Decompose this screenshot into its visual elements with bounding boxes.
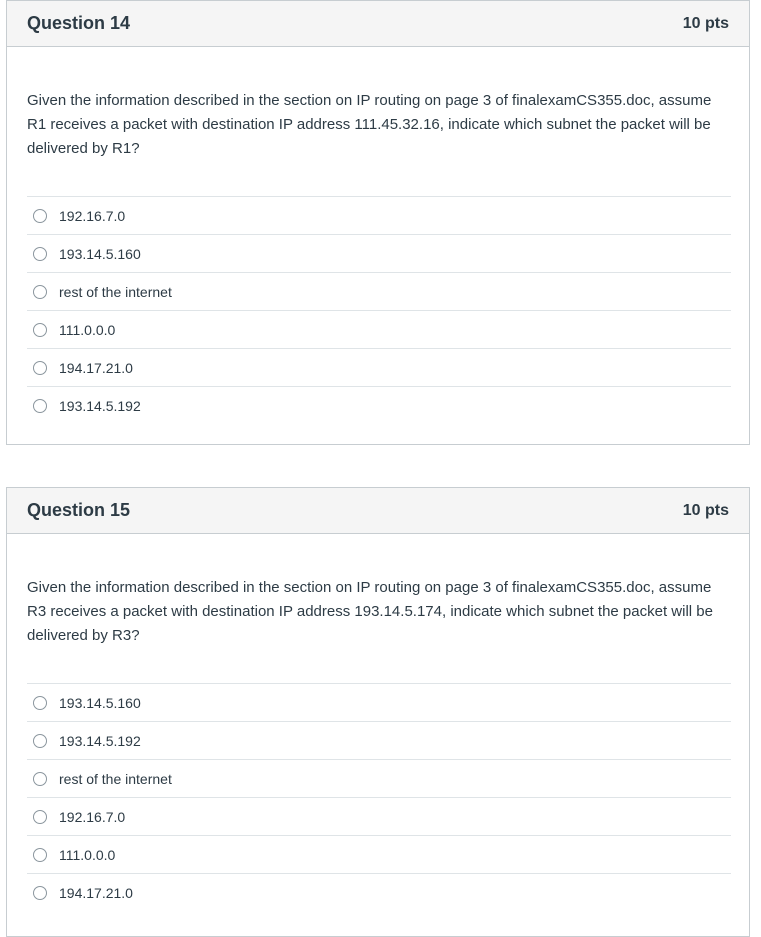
answer-label: 111.0.0.0: [59, 846, 116, 863]
answer-list: [27, 683, 731, 911]
radio-button[interactable]: [33, 772, 47, 786]
radio-button[interactable]: [33, 848, 47, 862]
radio-button[interactable]: [33, 399, 47, 413]
radio-button[interactable]: [33, 247, 47, 261]
question-title: Question 14: [27, 13, 131, 33]
answer-option[interactable]: [27, 759, 731, 797]
answer-option[interactable]: [27, 835, 731, 873]
question-header: [7, 1, 749, 47]
question-text: Given the information described in the section on IP routing on page 3 of finalexamCS355.doc, assume R1 receives a packet with destination IP address 111.45.32.16, indicate which subnet the packet will be delivered by R1?: [27, 92, 712, 157]
answer-label: 193.14.5.160: [59, 245, 141, 262]
answer-label: 192.16.7.0: [59, 207, 126, 224]
radio-button[interactable]: [33, 209, 47, 223]
answer-label: 193.14.5.192: [59, 397, 141, 414]
radio-button[interactable]: [33, 696, 47, 710]
answer-option[interactable]: [27, 386, 731, 424]
question-header: [7, 488, 749, 534]
question-14: [6, 0, 750, 445]
answer-label: rest of the internet: [59, 283, 172, 300]
radio-button[interactable]: [33, 323, 47, 337]
answer-label: 193.14.5.192: [59, 732, 141, 749]
answer-option[interactable]: [27, 721, 731, 759]
question-title: Question 15: [27, 500, 131, 520]
radio-button[interactable]: [33, 361, 47, 375]
answer-option[interactable]: [27, 797, 731, 835]
answer-label: 193.14.5.160: [59, 694, 141, 711]
answer-option[interactable]: [27, 310, 731, 348]
answer-label: rest of the internet: [59, 770, 172, 787]
radio-button[interactable]: [33, 734, 47, 748]
answer-option[interactable]: [27, 196, 731, 234]
answer-option[interactable]: [27, 683, 731, 721]
answer-label: 192.16.7.0: [59, 808, 126, 825]
answer-label: 194.17.21.0: [59, 884, 133, 901]
answer-list: [27, 196, 731, 424]
answer-option[interactable]: [27, 272, 731, 310]
radio-button[interactable]: [33, 810, 47, 824]
question-15: [6, 487, 750, 937]
answer-option[interactable]: [27, 234, 731, 272]
question-points: 10 pts: [682, 14, 729, 32]
question-text: Given the information described in the section on IP routing on page 3 of finalexamCS355.doc, assume R3 receives a packet with destination IP address 193.14.5.174, indicate which subnet the packet will be delivered by R3?: [27, 579, 713, 644]
radio-button[interactable]: [33, 886, 47, 900]
answer-option[interactable]: [27, 873, 731, 911]
radio-button[interactable]: [33, 285, 47, 299]
answer-option[interactable]: [27, 348, 731, 386]
question-points: 10 pts: [682, 501, 729, 519]
answer-label: 194.17.21.0: [59, 359, 133, 376]
answer-label: 111.0.0.0: [59, 321, 116, 338]
